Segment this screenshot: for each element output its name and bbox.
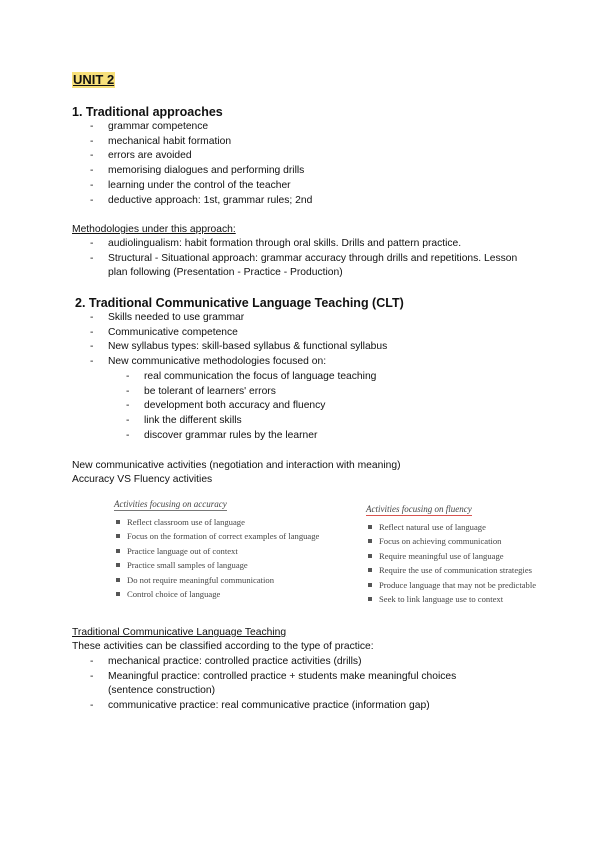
- bullet-square-icon: [116, 592, 120, 596]
- fluency-activities-figure: [366, 499, 536, 606]
- list-item: - Communicative competence: [90, 326, 530, 341]
- list-item: - communicative practice: real communicative practice (information gap): [90, 699, 490, 714]
- list-item: - link the different skills: [126, 414, 526, 429]
- methodologies-list: [90, 237, 520, 281]
- bullet-square-icon: [368, 554, 372, 558]
- list-item: - mechanical habit formation: [90, 135, 530, 150]
- accuracy-activities-figure: [114, 494, 319, 601]
- section-2-sublist: [126, 370, 526, 444]
- list-item: - Structural - Situational approach: grammar accuracy through drills and repetitions. Lesson plan following (Presentation - Practice - Production): [90, 252, 520, 281]
- bullet-square-icon: [368, 597, 372, 601]
- activities-intro-line1: New communicative activities (negotiation and interaction with meaning): [72, 460, 401, 471]
- fluency-title: Activities focusing on fluency: [366, 504, 472, 514]
- bullet-square-icon: [116, 534, 120, 538]
- list-item: - Meaningful practice: controlled practice + students make meaningful choices (sentence construction): [90, 670, 490, 699]
- list-item: Produce language that may not be predictable: [366, 578, 536, 592]
- list-item: Practice language out of context: [114, 544, 319, 558]
- list-item: Focus on the formation of correct examples of language: [114, 529, 319, 543]
- methodologies-heading: Methodologies under this approach:: [72, 224, 236, 235]
- section-2-list: [90, 311, 530, 370]
- list-item: Focus on achieving communication: [366, 534, 536, 548]
- bullet-square-icon: [368, 539, 372, 543]
- list-item: Reflect classroom use of language: [114, 515, 319, 529]
- list-item: - discover grammar rules by the learner: [126, 429, 526, 444]
- list-item: - mechanical practice: controlled practice activities (drills): [90, 655, 490, 670]
- list-item: Practice small samples of language: [114, 558, 319, 572]
- practice-list: [90, 655, 490, 714]
- accuracy-title: Activities focusing on accuracy: [114, 499, 227, 509]
- list-item: - Skills needed to use grammar: [90, 311, 530, 326]
- activities-intro-line2: Accuracy VS Fluency activities: [72, 474, 213, 485]
- section-1-title: 1. Traditional approaches: [72, 105, 223, 119]
- bullet-square-icon: [116, 578, 120, 582]
- list-item: - development both accuracy and fluency: [126, 399, 526, 414]
- list-item: Seek to link language use to context: [366, 592, 536, 606]
- practice-heading: Traditional Communicative Language Teaching: [72, 627, 287, 638]
- list-item: - audiolingualism: habit formation through oral skills. Drills and pattern practice.: [90, 237, 520, 252]
- bullet-square-icon: [368, 525, 372, 529]
- list-item: Require meaningful use of language: [366, 549, 536, 563]
- practice-intro: These activities can be classified according to the type of practice:: [72, 641, 374, 652]
- section-2-title: 2. Traditional Communicative Language Teaching (CLT): [75, 296, 404, 310]
- list-item: Require the use of communication strategies: [366, 563, 536, 577]
- list-item: - New communicative methodologies focused on:: [90, 355, 530, 370]
- unit-title: UNIT 2: [73, 72, 115, 87]
- bullet-square-icon: [368, 583, 372, 587]
- list-item: Control choice of language: [114, 587, 319, 601]
- list-item: - errors are avoided: [90, 149, 530, 164]
- list-item: - New syllabus types: skill-based syllabus & functional syllabus: [90, 340, 530, 355]
- list-item: - grammar competence: [90, 120, 530, 135]
- bullet-square-icon: [116, 520, 120, 524]
- bullet-square-icon: [116, 563, 120, 567]
- list-item: - be tolerant of learners' errors: [126, 385, 526, 400]
- bullet-square-icon: [368, 568, 372, 572]
- bullet-square-icon: [116, 549, 120, 553]
- list-item: - memorising dialogues and performing drills: [90, 164, 530, 179]
- list-item: - learning under the control of the teacher: [90, 179, 530, 194]
- list-item: - deductive approach: 1st, grammar rules; 2nd: [90, 194, 530, 209]
- list-item: Reflect natural use of language: [366, 520, 536, 534]
- list-item: - real communication the focus of language teaching: [126, 370, 526, 385]
- section-1-list: [90, 120, 530, 208]
- list-item: Do not require meaningful communication: [114, 573, 319, 587]
